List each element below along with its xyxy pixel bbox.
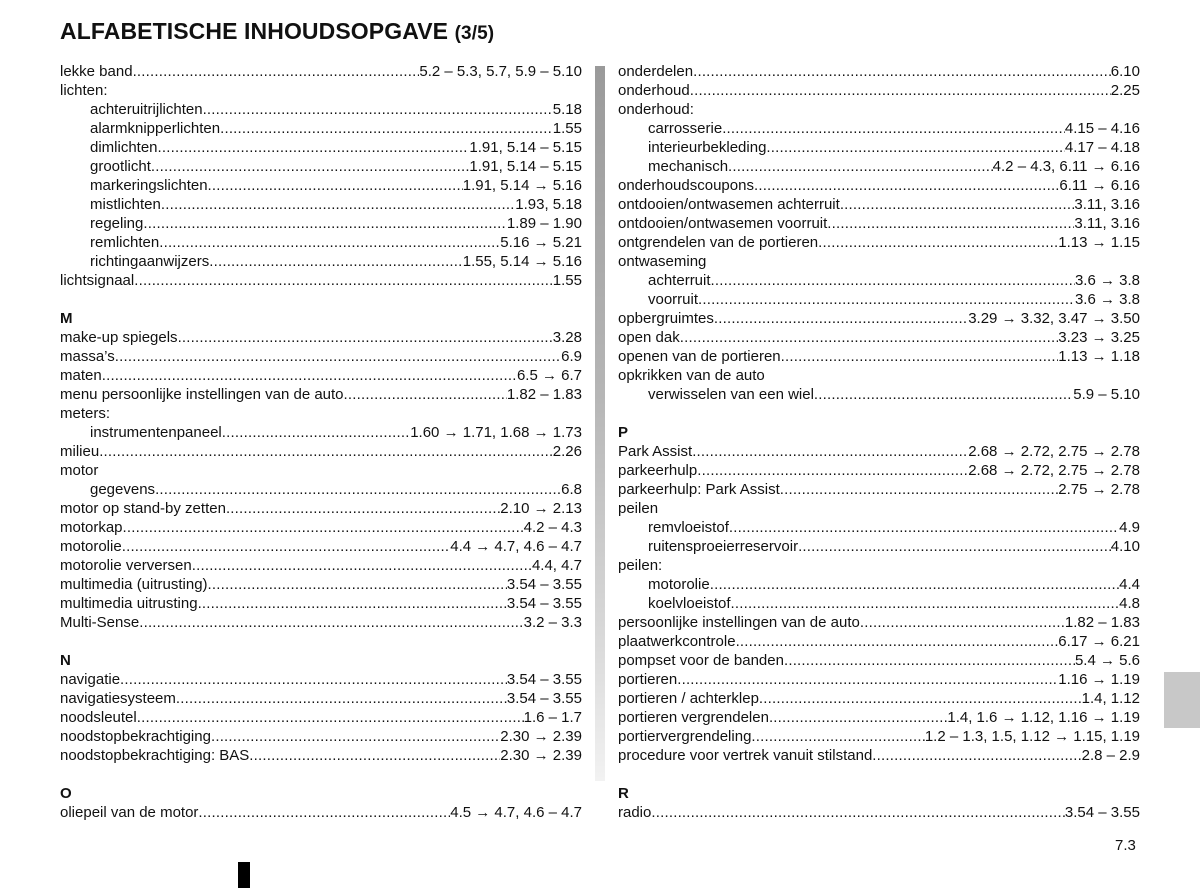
index-entry-pages: 3.29 → 3.32, 3.47 → 3.50 [968,310,1140,327]
index-entry [60,62,582,81]
dot-leader [208,176,463,195]
index-entry-term: ontgrendelen van de portieren [618,234,819,251]
dot-leader [137,708,524,727]
index-entry [618,461,1140,480]
index-entry-term: opbergruimtes [618,310,714,327]
index-heading-entry [618,100,1140,119]
index-entry-term: motorolie [60,538,122,555]
index-entry-pages: 1.91, 5.14 – 5.15 [469,139,582,156]
index-entry-pages: 3.2 – 3.3 [523,614,582,631]
index-entry [618,480,1140,499]
dot-leader [651,803,1065,822]
index-subentry [618,157,1140,176]
index-subentry [618,271,1140,290]
dot-leader [123,518,524,537]
index-heading-entry [618,366,1140,385]
index-section-letter: O [60,785,72,802]
index-entry [618,803,1140,822]
index-spacer [618,404,1140,423]
index-entry-pages: 2.25 [1110,82,1140,99]
index-entry [618,746,1140,765]
dot-leader [220,119,553,138]
index-entry-term: peilen: [618,557,663,574]
index-entry-term: pompset voor de banden [618,652,784,669]
dot-leader [736,632,1059,651]
index-spacer [60,290,582,309]
index-subentry [60,195,582,214]
index-entry [618,613,1140,632]
index-entry [60,385,582,404]
index-entry-pages: 3.54 – 3.55 [506,576,582,593]
index-subentry [60,157,582,176]
dot-leader [690,81,1111,100]
index-entry-term: remvloeistof [648,519,729,536]
index-entry [618,309,1140,328]
index-entry-term: lichtsignaal [60,272,135,289]
index-entry-term: meters: [60,405,111,422]
index-heading-entry [60,461,582,480]
dot-leader [729,518,1119,537]
dot-leader [860,613,1065,632]
page-title [60,18,494,45]
index-entry-pages: 2.68 → 2.72, 2.75 → 2.78 [968,462,1140,479]
index-entry-term: massa’s [60,348,115,365]
index-entry-term: interieurbekleding [648,139,767,156]
index-entry [618,81,1140,100]
index-entry [618,632,1140,651]
dot-leader [102,366,517,385]
index-entry-pages: 3.54 – 3.55 [506,595,582,612]
index-entry-term: motor op stand-by zetten [60,500,226,517]
index-heading-entry [618,252,1140,271]
index-entry [60,708,582,727]
dot-leader [249,746,500,765]
index-entry-pages: 1.55 [552,272,582,289]
index-entry-pages: 4.15 – 4.16 [1064,120,1140,137]
index-entry-term: noodsleutel [60,709,137,726]
index-heading-entry [60,81,582,100]
index-entry [60,575,582,594]
index-entry-term: mechanisch [648,158,729,175]
dot-leader [192,556,532,575]
index-entry-term: menu persoonlijke instellingen van de auto [60,386,344,403]
dot-leader [784,651,1075,670]
index-entry [60,347,582,366]
dot-leader [814,385,1073,404]
index-entry-term: achteruitrijlichten [90,101,203,118]
index-entry-term: motorolie verversen [60,557,192,574]
index-entry-pages: 1.55 [552,120,582,137]
index-entry-pages: 1.13 → 1.18 [1058,348,1140,365]
index-entry-term: radio [618,804,652,821]
index-entry-pages: 6.11 → 6.16 [1059,177,1140,194]
index-entry-term: Park Assist [618,443,693,460]
index-entry [618,442,1140,461]
dot-leader [133,62,420,81]
index-entry-term: richtingaanwijzers [90,253,210,270]
index-entry-term: portiervergrendeling [618,728,752,745]
dot-leader [122,537,451,556]
index-entry [60,594,582,613]
index-entry-term: persoonlijke instellingen van de auto [618,614,860,631]
index-entry [618,651,1140,670]
index-entry-pages: 2.26 [552,443,582,460]
index-entry [618,176,1140,195]
index-entry-term: procedure voor vertrek vanuit stilstand [618,747,873,764]
index-entry-term: motorkap [60,519,123,536]
index-entry-pages: 4.2 – 4.3 [523,519,582,536]
index-entry-pages: 2.8 – 2.9 [1081,747,1140,764]
index-spacer [618,765,1140,784]
index-entry-pages: 4.4 → 4.7, 4.6 – 4.7 [450,538,582,555]
dot-leader [759,689,1082,708]
index-entry [60,689,582,708]
index-entry-pages: 1.16 → 1.19 [1058,671,1140,688]
index-entry [60,803,582,822]
index-entry-term: koelvloeistof [648,595,731,612]
index-entry-term: achterruit [648,272,711,289]
index-entry-term: carrosserie [648,120,723,137]
index-subentry [618,575,1140,594]
index-entry-term: noodstopbekrachtiging: BAS [60,747,250,764]
dot-leader [208,575,507,594]
index-entry-term: navigatiesysteem [60,690,176,707]
dot-leader [840,195,1075,214]
index-entry [618,195,1140,214]
index-entry [618,347,1140,366]
dot-leader [677,670,1058,689]
index-subentry [60,214,582,233]
dot-leader [710,575,1119,594]
index-entry-pages: 6.8 [561,481,582,498]
index-subentry [60,423,582,442]
dot-leader [226,499,500,518]
index-entry-pages: 3.28 [552,329,582,346]
index-entry-pages: 3.54 – 3.55 [506,671,582,688]
index-entry-pages: 1.60 → 1.71, 1.68 → 1.73 [410,424,582,441]
index-entry-pages: 6.10 [1110,63,1140,80]
index-entry-pages: 1.55, 5.14 → 5.16 [462,253,582,270]
dot-leader [161,195,515,214]
section-tab-marker [1164,672,1200,728]
index-entry-pages: 5.18 [552,101,582,118]
index-entry-term: milieu [60,443,100,460]
index-column-left [60,62,582,822]
dot-leader [714,309,968,328]
dot-leader [209,252,463,271]
index-entry-pages: 6.17 → 6.21 [1058,633,1140,650]
index-entry-pages: 5.4 → 5.6 [1074,652,1140,669]
index-entry-pages: 1.91, 5.14 – 5.15 [469,158,582,175]
index-entry [60,518,582,537]
index-entry-pages: 4.2 – 4.3, 6.11 → 6.16 [992,158,1140,175]
dot-leader [872,746,1081,765]
dot-leader [115,347,561,366]
index-entry-pages: 3.11, 3.16 [1074,215,1140,232]
dot-leader [158,138,470,157]
index-entry-term: multimedia uitrusting [60,595,198,612]
index-entry-pages: 1.13 → 1.15 [1058,234,1140,251]
index-subentry [618,385,1140,404]
index-entry-term: regeling [90,215,144,232]
index-entry [618,328,1140,347]
index-entry-pages: 1.4, 1.6 → 1.12, 1.16 → 1.19 [947,709,1140,726]
index-entry [618,727,1140,746]
index-entry-term: onderhoud [618,82,690,99]
index-entry-term: remlichten [90,234,160,251]
dot-leader [728,157,993,176]
index-subentry [60,233,582,252]
dot-leader [178,328,553,347]
index-entry [60,670,582,689]
index-entry [618,670,1140,689]
dot-leader [151,157,470,176]
index-entry [60,556,582,575]
index-entry-pages: 1.93, 5.18 [515,196,582,213]
index-entry-term: opkrikken van de auto [618,367,765,384]
index-entry-term: ontdooien/ontwasemen voorruit [618,215,828,232]
dot-leader [769,708,947,727]
index-entry-pages: 4.5 → 4.7, 4.6 – 4.7 [450,804,582,821]
index-heading-entry [618,499,1140,518]
index-entry-term: lekke band [60,63,133,80]
index-entry [60,499,582,518]
index-entry-pages: 1.91, 5.14 → 5.16 [462,177,582,194]
dot-leader [680,328,1059,347]
index-subentry [60,480,582,499]
dot-leader [693,62,1111,81]
index-entry-term: motor [60,462,99,479]
index-subentry [618,138,1140,157]
index-entry-term: noodstopbekrachtiging [60,728,211,745]
index-entry [60,271,582,290]
index-entry-pages: 2.10 → 2.13 [500,500,582,517]
index-entry-term: parkeerhulp: Park Assist [618,481,780,498]
dot-leader [198,594,507,613]
dot-leader [781,347,1059,366]
index-entry-pages: 5.9 – 5.10 [1073,386,1140,403]
index-subentry [618,119,1140,138]
dot-leader [211,727,500,746]
index-entry-pages: 6.5 → 6.7 [516,367,582,384]
index-entry [618,689,1140,708]
index-entry-term: portieren / achterklep [618,690,759,707]
index-entry-term: oliepeil van de motor [60,804,199,821]
index-entry-pages: 3.6 → 3.8 [1074,291,1140,308]
index-entry-term: voorruit [648,291,699,308]
index-entry-term: ruitensproeierreservoir [648,538,799,555]
dot-leader [120,670,507,689]
dot-leader [697,461,968,480]
index-entry-term: openen van de portieren [618,348,781,365]
index-entry-term: onderdelen [618,63,694,80]
index-entry-term: motorolie [648,576,710,593]
index-entry [618,233,1140,252]
column-divider [595,66,605,781]
index-entry-pages: 4.4 [1119,576,1140,593]
dot-leader [139,613,523,632]
index-entry-term: Multi-Sense [60,614,140,631]
index-heading-entry [618,556,1140,575]
index-subentry [60,176,582,195]
index-entry-pages: 4.8 [1119,595,1140,612]
index-section-letter: R [618,785,629,802]
index-subentry [60,252,582,271]
print-crop-mark [238,862,250,888]
index-entry [60,442,582,461]
index-entry-term: ontwaseming [618,253,707,270]
index-entry-pages: 1.89 – 1.90 [506,215,582,232]
index-entry-pages: 2.30 → 2.39 [500,728,582,745]
index-entry-term: parkeerhulp [618,462,698,479]
index-section-letter: M [60,310,73,327]
dot-leader [692,442,968,461]
index-entry-pages: 3.6 → 3.8 [1074,272,1140,289]
index-entry-term: navigatie [60,671,121,688]
dot-leader [159,233,500,252]
index-subentry [618,594,1140,613]
index-entry-pages: 3.54 – 3.55 [506,690,582,707]
index-entry-pages: 3.23 → 3.25 [1058,329,1140,346]
index-entry-term: lichten: [60,82,108,99]
index-entry-term: ontdooien/ontwasemen achterruit [618,196,840,213]
index-entry [60,366,582,385]
index-entry-pages: 1.2 – 1.3, 1.5, 1.12 → 1.15, 1.19 [924,728,1140,745]
dot-leader [344,385,507,404]
dot-leader [818,233,1058,252]
index-entry-pages: 2.30 → 2.39 [500,747,582,764]
dot-leader [711,271,1075,290]
index-entry-term: onderhoud: [618,101,694,118]
index-entry [60,613,582,632]
index-entry-pages: 3.54 – 3.55 [1064,804,1140,821]
index-entry-term: alarmknipperlichten [90,120,221,137]
dot-leader [155,480,561,499]
index-subentry [60,100,582,119]
index-entry-pages: 6.9 [561,348,582,365]
index-entry-pages: 1.82 – 1.83 [1064,614,1140,631]
page-title-text: ALFABETISCHE INHOUDSOPGAVE [60,18,449,44]
index-entry-pages: 2.68 → 2.72, 2.75 → 2.78 [968,443,1140,460]
index-entry [60,328,582,347]
index-subentry [60,119,582,138]
index-entry-term: portieren vergrendelen [618,709,769,726]
dot-leader [798,537,1111,556]
dot-leader [731,594,1120,613]
dot-leader [99,442,553,461]
index-entry-term: maten [60,367,102,384]
index-entry-term: dimlichten [90,139,158,156]
dot-leader [176,689,507,708]
index-entry [618,62,1140,81]
dot-leader [766,138,1065,157]
dot-leader [751,727,924,746]
index-entry-term: instrumentenpaneel [90,424,222,441]
index-entry-pages: 5.2 – 5.3, 5.7, 5.9 – 5.10 [419,63,582,80]
index-entry [60,727,582,746]
index-entry-pages: 1.4, 1.12 [1081,690,1140,707]
dot-leader [827,214,1074,233]
index-section-letter: N [60,652,71,669]
index-entry-pages: 4.9 [1119,519,1140,536]
page-number: 7.3 [1115,837,1136,854]
dot-leader [780,480,1059,499]
index-section-letter: P [618,424,629,441]
index-entry-term: make-up spiegels [60,329,178,346]
index-entry-term: portieren [618,671,678,688]
dot-leader [222,423,410,442]
index-entry-term: markeringslichten [90,177,208,194]
index-entry [618,214,1140,233]
index-entry-term: verwisselen van een wiel [648,386,814,403]
index-heading-entry [60,404,582,423]
index-subentry [60,138,582,157]
index-subentry [618,290,1140,309]
index-spacer [60,632,582,651]
dot-leader [722,119,1065,138]
index-spacer [60,765,582,784]
index-entry-pages: 4.10 [1110,538,1140,555]
dot-leader [143,214,507,233]
index-entry-term: gegevens [90,481,156,498]
index-entry [60,537,582,556]
index-entry [618,708,1140,727]
dot-leader [698,290,1075,309]
index-entry-term: multimedia (uitrusting) [60,576,208,593]
dot-leader [198,803,450,822]
index-entry-pages: 3.11, 3.16 [1074,196,1140,213]
index-column-right [618,62,1140,822]
index-entry-term: grootlicht [90,158,151,175]
dot-leader [754,176,1059,195]
index-entry-pages: 5.16 → 5.21 [500,234,582,251]
index-entry-pages: 1.82 – 1.83 [506,386,582,403]
dot-leader [134,271,553,290]
index-entry-term: plaatwerkcontrole [618,633,736,650]
page-title-part: (3/5) [454,23,495,44]
index-entry-term: peilen [618,500,659,517]
index-entry-pages: 2.75 → 2.78 [1058,481,1140,498]
index-entry-pages: 4.4, 4.7 [531,557,582,574]
dot-leader [203,100,553,119]
index-entry-pages: 1.6 – 1.7 [523,709,582,726]
index-entry [60,746,582,765]
index-entry-term: onderhoudscoupons [618,177,754,194]
index-subentry [618,518,1140,537]
index-entry-pages: 4.17 – 4.18 [1064,139,1140,156]
index-entry-term: open dak [618,329,680,346]
index-subentry [618,537,1140,556]
index-entry-term: mistlichten [90,196,161,213]
